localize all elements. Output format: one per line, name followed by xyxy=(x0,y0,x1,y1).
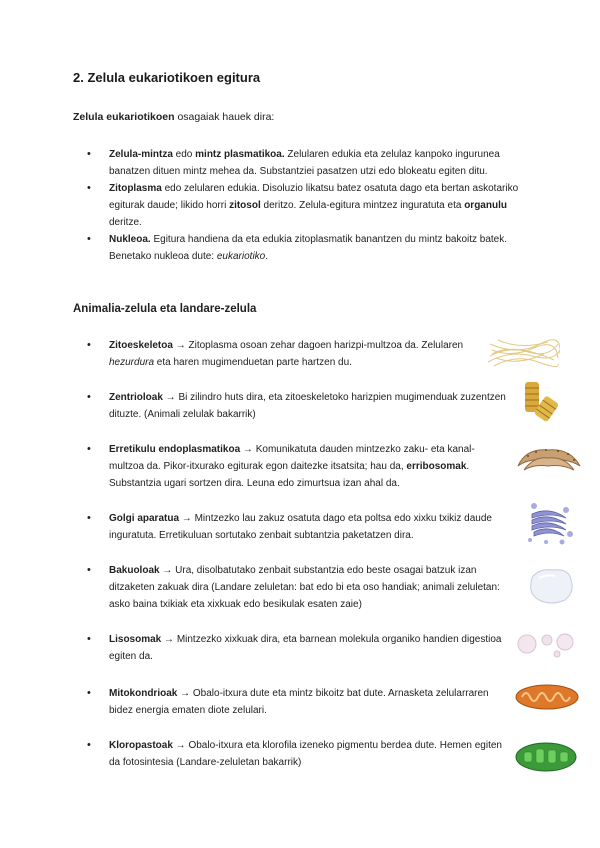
text: Mintzezko lau zakuz osatuta dago eta poltsa edo xixku txikiz daude inguratuta. Erretikuluan sortutako zenbait subtantzia paketatzen dira. xyxy=(109,513,492,541)
arrow: → xyxy=(177,688,193,699)
text: deritzo. Zelula-egitura mintzez inguratuta eta xyxy=(260,200,465,211)
list-item xyxy=(73,180,533,231)
list-item xyxy=(73,146,533,180)
vacuole-icon xyxy=(527,566,575,606)
italic-term: eukariotiko xyxy=(216,251,266,262)
term: Erretikulu endoplasmatikoa xyxy=(109,444,241,455)
arrow: → xyxy=(179,513,195,524)
text: edo xyxy=(172,149,196,160)
arrow: → xyxy=(240,444,256,455)
golgi-apparatus-icon xyxy=(526,500,574,548)
term: Golgi aparatua xyxy=(109,513,180,524)
cytoskeleton-icon xyxy=(488,336,560,370)
term: Lisosomak xyxy=(109,634,162,645)
list-item xyxy=(73,441,513,492)
text: edo zelularen edukia. Disoluzio likatsu batez osatuta dago eta bertan askotariko egiturak daude; likido horri xyxy=(109,183,519,211)
term: Kloropastoak xyxy=(109,740,173,751)
cell-parts-list xyxy=(73,146,533,265)
term: Bakuoloak xyxy=(109,565,160,576)
lysosome-icon xyxy=(515,630,577,660)
text: eta haren mugimenduetan parte hartzen du. xyxy=(154,357,352,368)
text: Komunikatuta dauden mintzezko zaku- eta kanal-multzoa da. Pikor-itxurako egiturak egon daitezke itsatsita; hau da, xyxy=(109,444,475,472)
arrow: → xyxy=(162,392,179,403)
list-item xyxy=(73,389,513,423)
term: Zentrioloak xyxy=(109,392,163,403)
text: deritze. xyxy=(109,217,142,228)
centriole-icon xyxy=(519,380,561,422)
arrow: → xyxy=(172,740,189,751)
term: mintz plasmatikoa. xyxy=(195,149,285,160)
mitochondrion-icon xyxy=(514,681,580,713)
arrow: → xyxy=(159,565,176,576)
intro-bold: Zelula eukariotikoen xyxy=(73,111,175,123)
arrow: → xyxy=(161,634,177,645)
italic-term: hezurdura xyxy=(109,357,155,368)
term: organulu xyxy=(464,200,507,211)
list-item xyxy=(73,231,533,265)
term: Zelula-mintza xyxy=(109,149,173,160)
text: . Substantzia ugari sortzen dira. Leuna edo zimurtsua izan ahal da. xyxy=(109,461,470,489)
text: Mintzezko xixkuak dira, eta barnean molekula organiko handien digestioa egiten da. xyxy=(109,634,502,662)
chloroplast-icon xyxy=(514,740,578,774)
text: . xyxy=(265,251,269,262)
text: Zitoplasma osoan zehar dagoen harizpi-multzoa da. Zelularen xyxy=(188,340,464,351)
text: Egitura handiena da eta edukia zitoplasmatik banantzen du mintz bakoitz batek. Benetako nukleoa dute: xyxy=(109,234,508,262)
text: Obalo-itxura eta klorofila izeneko pigmentu berdea dute. Hemen egiten da fotosintesia (Landare-zeluletan bakarrik) xyxy=(109,740,502,768)
section-title: Animalia-zelula eta landare-zelula xyxy=(73,303,257,315)
term: zitosol xyxy=(229,200,261,211)
page-title: 2. Zelula eukariotikoen egitura xyxy=(73,70,261,85)
text: Obalo-itxura dute eta mintz bikoitz bat dute. Arnasketa zelularraren bidez energia ematen diote zelulari. xyxy=(109,688,489,716)
text: Ura, disolbatutako zenbait substantzia edo beste osagai batzuk izan ditzaketen zakuak dira (Landare zeluletan: bat edo bi eta oso handiak; animali zeluletan: asko baina txikiak eta xixkuak edo besikulak esaten zaie) xyxy=(109,565,500,610)
text: Zelularen edukia eta zelulaz kanpoko ingurunea banatzen dituen mintz mehea da. Substantziei pasatzen utzi edo blokeatu egiten ditu. xyxy=(109,149,500,177)
endoplasmic-reticulum-icon xyxy=(516,444,582,476)
list-item xyxy=(73,562,513,613)
term: Mitokondrioak xyxy=(109,688,178,699)
list-item xyxy=(73,510,513,544)
intro-rest: osagaiak hauek dira: xyxy=(174,111,275,123)
term: Zitoeskeletoa xyxy=(109,340,173,351)
list-item xyxy=(73,337,513,371)
term: Zitoplasma xyxy=(109,183,162,194)
text: Bi zilindro huts dira, eta zitoeskeletoko harizpien mugimenduak zuzentzen dituzte. (Animali zelulak bakarrik) xyxy=(109,392,506,420)
term: Nukleoa. xyxy=(109,234,151,245)
intro-paragraph xyxy=(73,111,274,123)
list-item xyxy=(73,631,513,665)
list-item xyxy=(73,737,513,771)
list-item xyxy=(73,685,513,719)
term: erribosomak xyxy=(406,461,467,472)
arrow: → xyxy=(172,340,189,351)
